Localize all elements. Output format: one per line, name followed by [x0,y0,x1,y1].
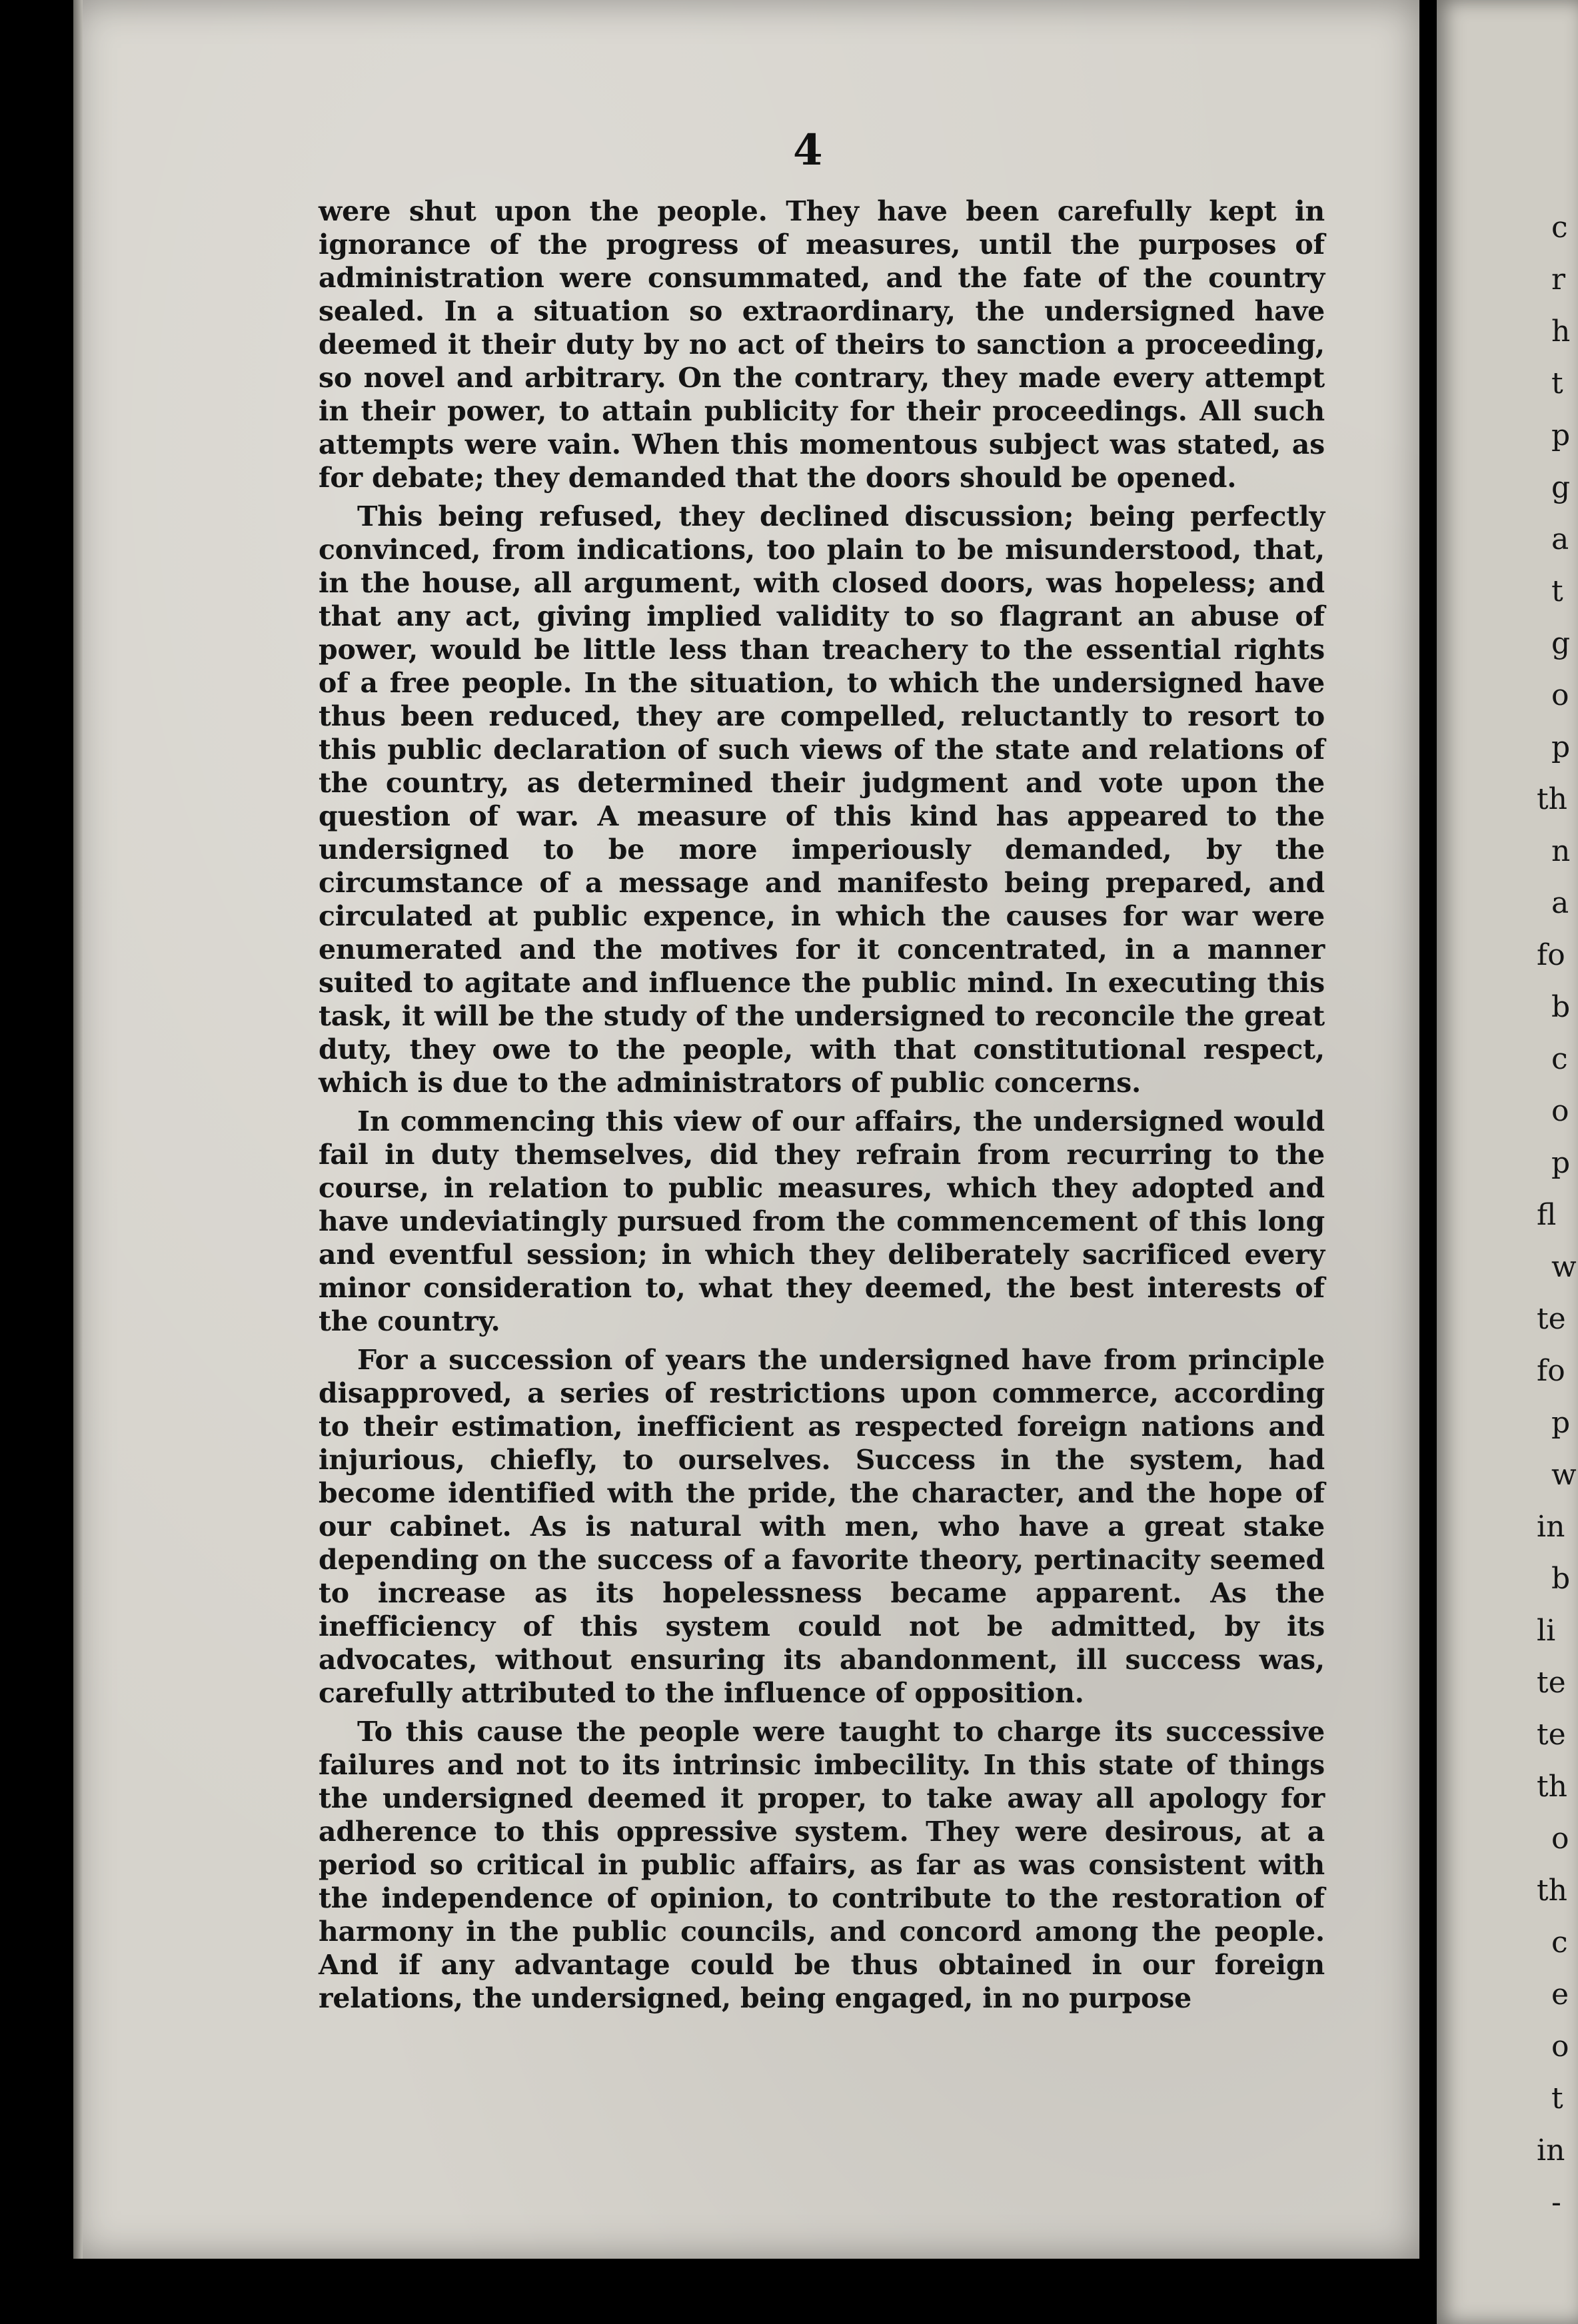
adjacent-page-fragment: t [1551,366,1563,400]
page-number: 4 [793,125,823,175]
adjacent-page-fragment: t [1551,574,1563,608]
body-text [319,195,1325,2020]
adjacent-page-fragment: r [1551,263,1566,296]
adjacent-page-fragment: o [1551,1094,1569,1128]
paragraph: To this cause the people were taught to charge its successive failures and not to its intrinsic imbecility. In this state of things the undersigned deemed it proper, to take away all apology for adherence to this oppressive system. They were desirous, at a period so critical in public affairs, as far as was consistent with the independence of opinion, to contribute to the restoration of harmony in the public councils, and concord among the people. And if any advantage could be thus obtained in our foreign relations, the undersigned, being engaged, in no purpose [319,1716,1325,2014]
adjacent-page-fragment: o [1551,1822,1569,1856]
adjacent-page-fragment: th [1537,782,1568,816]
adjacent-page-fragment: c [1551,1926,1568,1960]
adjacent-page-fragment: b [1551,1562,1571,1596]
adjacent-page-fragment: g [1551,470,1571,504]
paragraph: In commencing this view of our affairs, the undersigned would fail in duty themselves, did they refrain from recurring to the course, in relation to public measures, which they adopted and have undeviatingly pursued from the commencement of this long and eventful session; in which they deliberately sacrificed every minor consideration to, what they deemed, the best interests of the country. [319,1105,1325,1337]
paragraph: For a succession of years the undersigned have from principle disapproved, a series of restrictions upon commerce, according to their estimation, inefficient as respected foreign nations and injurious, chiefly, to ourselves. Success in the system, had become identified with the pride, the character, and the hope of our cabinet. As is natural with men, who have a great stake depending on the success of a favorite theory, pertinacity seemed to increase as its hopelessness became apparent. As the inefficiency of this system could not be admitted, by its advocates, without ensuring its abandonment, ill success was, carefully attributed to the influence of opposition. [319,1344,1325,1709]
adjacent-page-fragment: fo [1537,1354,1565,1388]
adjacent-page-fragment: c [1551,211,1568,245]
paragraph: were shut upon the people. They have been carefully kept in ignorance of the progress of measures, until the purposes of administration were consummated, and the fate of the country sealed. In a situation so extraordinary, the undersigned have deemed it their duty by no act of theirs to sanction a proceeding, so novel and arbitrary. On the contrary, they made every attempt in their power, to attain publicity for their proceedings. All such attempts were vain. When this momentous subject was stated, as for debate; they demanded that the doors should be opened. [319,195,1325,494]
adjacent-page-fragment: n [1551,834,1571,868]
adjacent-page-fragment: g [1551,626,1571,660]
adjacent-page-fragment: fl [1537,1198,1557,1232]
adjacent-page-fragment: te [1537,1666,1566,1700]
adjacent-page-fragment: b [1551,990,1571,1024]
adjacent-page-fragment: o [1551,678,1569,712]
paragraph: This being refused, they declined discussion; being perfectly convinced, from indications, too plain to be misunderstood, that, in the house, all argument, with closed doors, was hopeless; and that any act, giving implied validity to so flagrant an abuse of power, would be little less than treachery to the essential rights of a free people. In the situation, to which the undersigned have thus been reduced, they are compelled, reluctantly to resort to this public declaration of such views of the state and relations of the country, as determined their judgment and vote upon the question of war. A measure of this kind has appeared to the undersigned to be more imperiously demanded, by the circumstance of a message and manifesto being prepared, and circulated at public expence, in which the causes for war were enumerated and the motives for it concentrated, in a manner suited to agitate and influence the public mind. In executing this task, it will be the study of the undersigned to reconcile the great duty, they owe to the people, with that constitutional respect, which is due to the administrators of public concerns. [319,500,1325,1099]
book-gutter [1419,0,1437,2324]
adjacent-page-fragment: p [1551,730,1571,764]
adjacent-page-fragment: w [1551,1458,1577,1492]
adjacent-page-fragment: in [1537,1510,1565,1544]
adjacent-page-fragment: th [1537,1874,1568,1908]
adjacent-page-fragment: o [1551,2030,1569,2063]
adjacent-page-fragment: e [1551,1978,1569,2012]
adjacent-page-fragment: p [1551,1406,1571,1440]
adjacent-page-edge [1437,0,1578,2324]
adjacent-page-fragment: t [1551,2081,1563,2115]
adjacent-page-fragment: h [1551,314,1571,348]
adjacent-page-fragment: fo [1537,938,1565,972]
adjacent-page-fragment: te [1537,1302,1566,1336]
adjacent-page-fragment: th [1537,1770,1568,1804]
adjacent-page-fragment: in [1537,2133,1565,2167]
adjacent-page-fragment: w [1551,1250,1577,1284]
adjacent-page-fragment: a [1551,886,1569,920]
adjacent-page-fragment: p [1551,418,1571,452]
adjacent-page-fragment: te [1537,1718,1566,1752]
adjacent-page-fragment: c [1551,1042,1568,1076]
page-edge [73,0,83,2259]
adjacent-page-fragment: a [1551,522,1569,556]
adjacent-page-fragment: p [1551,1146,1571,1180]
adjacent-page-fragment: - [1551,2185,1561,2219]
adjacent-page-fragment: li [1537,1614,1556,1648]
